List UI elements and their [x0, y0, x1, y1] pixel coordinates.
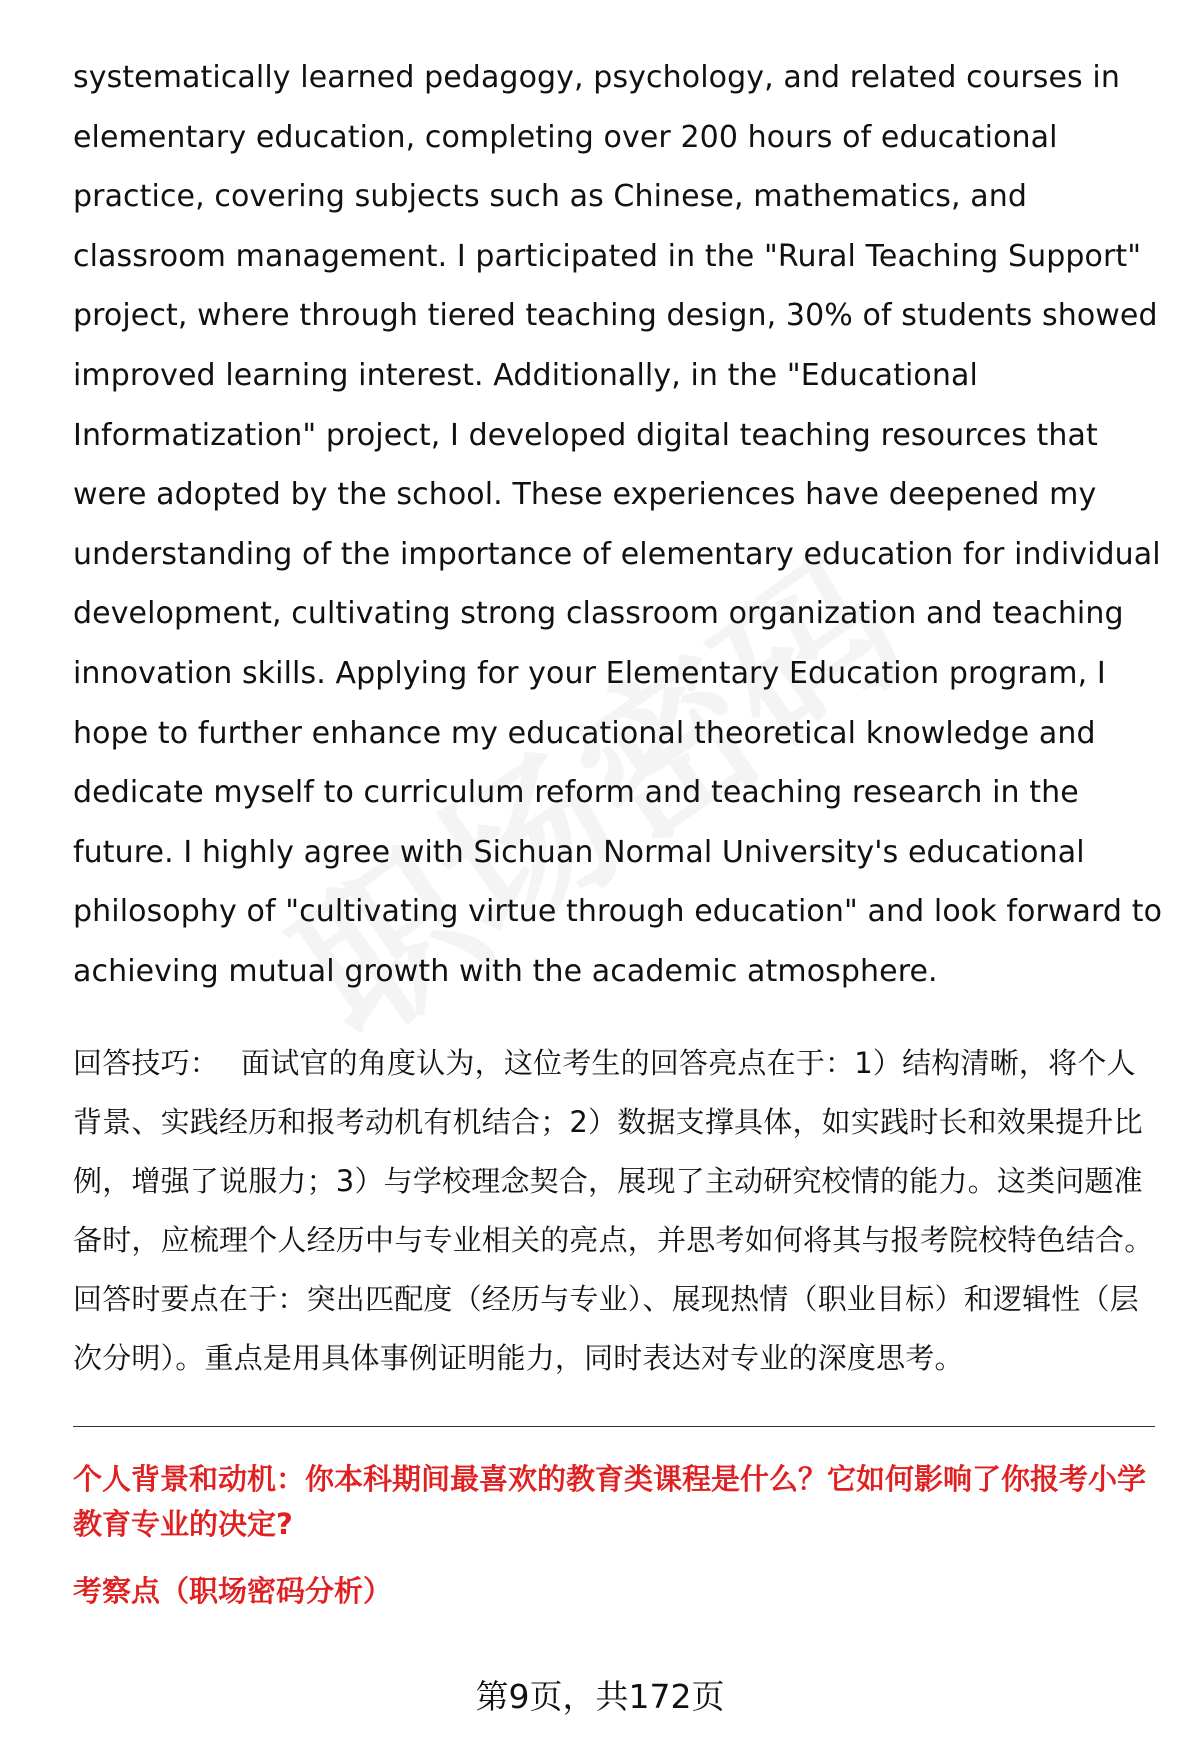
answer-paragraph: systematically learned pedagogy, psychology, and related courses in elementary education, completing over 200 hours of educational practice, covering subjects such as Chinese, mathematics, and classroom management. I participated in the "Rural Teaching Support" project, where through tiered teaching design, 30% of students showed improved learning interest. Additionally, in the "Educational Informatization" project, I developed digital teaching resources that were adopted by the school. These experiences have deepened my understanding of the importance of elementary education for individual development, cultivating strong classroom organization and teaching innovation skills. Applying for your Elementary Education program, I hope to further enhance my educational theoretical knowledge and dedicate myself to curriculum reform and teaching research in the future. I highly agree with Sichuan Normal University's educational philosophy of "cultivating virtue through education" and look forward to achieving mutual growth with the academic atmosphere. [73, 60, 1163, 989]
question-heading: 个人背景和动机：你本科期间最喜欢的教育类课程是什么？它如何影响了你报考小学教育专业的决定? [73, 1461, 1147, 1541]
answer-tips-text: 面试官的角度认为，这位考生的回答亮点在于：1）结构清晰，将个人背景、实践经历和报考动机有机结合；2）数据支撑具体，如实践时长和效果提升比例，增强了说服力；3）与学校理念契合，展现了主动研究校情的能力。这类问题准备时，应梳理个人经历中与专业相关的亮点，并思考如何将其与报考院校特色结合。回答时要点在于：突出匹配度（经历与专业）、展现热情（职业目标）和逻辑性（层次分明）。重点是用具体事例证明能力，同时表达对专业的深度思考。 [73, 1045, 1154, 1375]
assessment-points-heading: 考察点（职场密码分析） [73, 1573, 393, 1608]
page-content [73, 48, 1163, 1611]
answer-tips-label: 回答技巧： [73, 1045, 220, 1080]
section-divider [73, 1426, 1155, 1427]
page-number-footer: 第9页，共172页 [475, 1677, 725, 1716]
answer-tips-paragraph [73, 1034, 1163, 1388]
